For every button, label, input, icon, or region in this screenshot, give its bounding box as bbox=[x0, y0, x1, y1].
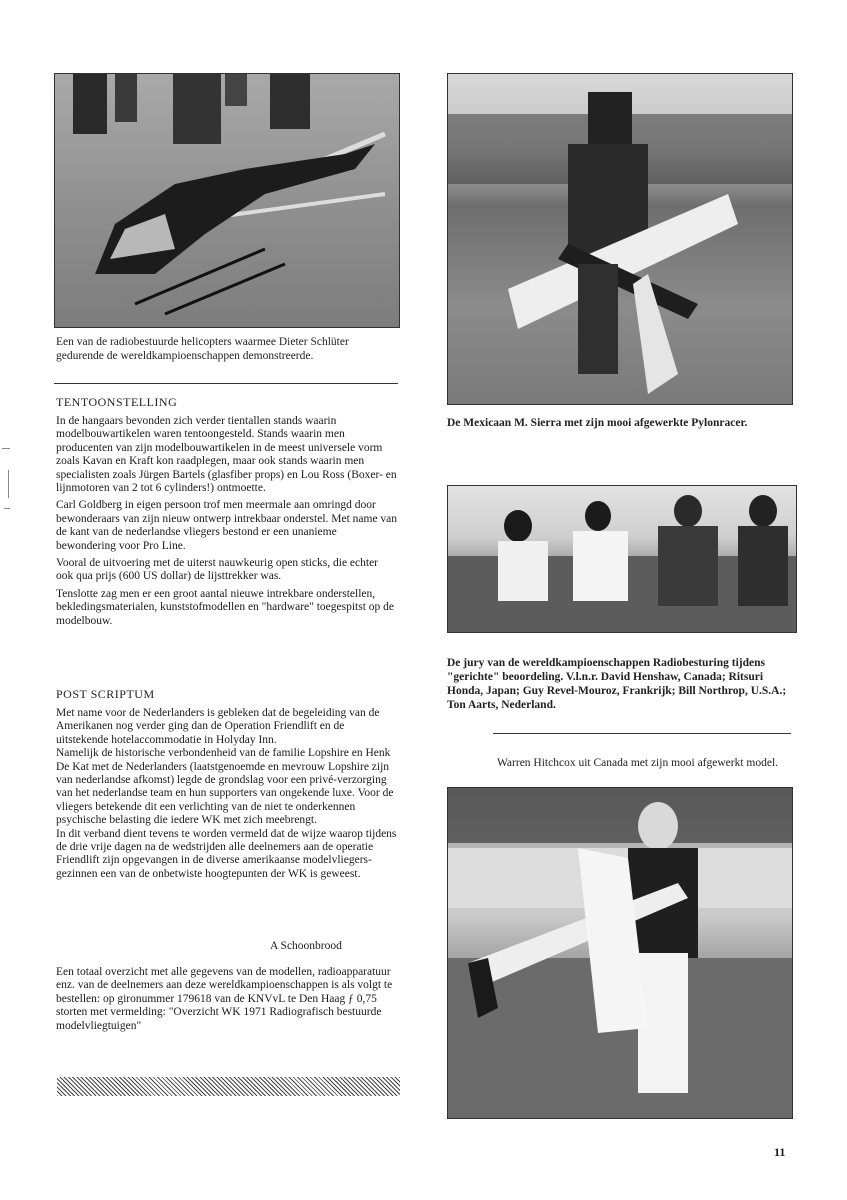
scan-mark bbox=[2, 448, 10, 449]
paragraph: Vooral de uitvoering met de uiterst nauwkeurig open sticks, die echter ook qua prijs (600 US dollar) de lijsttrekker was. bbox=[56, 557, 379, 583]
scan-mark bbox=[8, 470, 9, 498]
scan-mark bbox=[4, 508, 10, 509]
jury-photo bbox=[447, 485, 797, 633]
helicopter-photo bbox=[54, 73, 400, 328]
signature: A Schoonbrood bbox=[270, 940, 342, 952]
paragraph: Namelijk de historische verbondenheid van de familie Lopshire en Henk De Kat met de Nederlanders (laatstgenoemde en mevrouw Lopshire zijn van nederlandse afkomst) legde de grondslag voor een privé-verzorging van het nederlandse team en hun supporters van ongekende luxe. Voor de vliegers betekende dit een verlichting van de niet te onderkennen psychische belasting die iedere WK met zich meebrengt. bbox=[56, 747, 394, 827]
jury-caption: De jury van de wereldkampioenschappen Radiobesturing tijdens "gerichte" beoordeling. V.l.n.r. David Henshaw, Canada; Ritsuri Honda, Japan; Guy Revel-Mouroz, Frankrijk; Bill Northrop, U.S.A.; Ton Aarts, Nederland. bbox=[447, 657, 787, 711]
hitchcox-caption: Warren Hitchcox uit Canada met zijn mooi afgewerkt model. bbox=[497, 757, 779, 769]
divider bbox=[493, 733, 791, 734]
tentoonstelling-heading: TENTOONSTELLING bbox=[56, 395, 178, 409]
hitchcox-photo bbox=[447, 787, 793, 1119]
paragraph: In dit verband dient tevens te worden vermeld dat de wijze waarop tijdens de drie vrije dagen na de wedstrijden alle deelnemers aan de operatie Friendlift zijn opgevangen in de diverse amerikaanse modelvliegers-gezinnen een van de onbetwiste hoogtepunten der WK is geweest. bbox=[56, 827, 397, 880]
paragraph: Tenslotte zag men er een groot aantal nieuwe intrekbare onderstellen, bekledingsmaterialen, kunststofmodellen en "hardware" toegespitst op de modelbouw. bbox=[56, 587, 395, 627]
helicopter-caption: Een van de radiobestuurde helicopters waarmee Dieter Schlüter gedurende de wereldkampioenschappen demonstreerde. bbox=[56, 336, 349, 362]
paragraph: Een totaal overzicht met alle gegevens van de modellen, radioapparatuur enz. van de deelnemers aan deze wereldkampioenschappen is als volgt te bestellen: op gironummer 179618 van de KNVvL te Den Haag ƒ 0,75 storten met vermelding: "Overzicht WK 1971 Radiografisch bestuurde modelvliegtuigen" bbox=[56, 966, 393, 1032]
decorative-hatch-bar bbox=[57, 1077, 400, 1096]
post-scriptum-heading: POST SCRIPTUM bbox=[56, 687, 155, 701]
paragraph: Met name voor de Nederlanders is gebleken dat de begeleiding van de Amerikanen nog verder ging dan de Operation Friendlift en de uitstekende hotelaccommodatie in Holyday Inn. bbox=[56, 707, 380, 746]
post-scriptum-text bbox=[56, 707, 398, 881]
divider bbox=[54, 383, 398, 384]
sierra-caption: De Mexicaan M. Sierra met zijn mooi afgewerkte Pylonracer. bbox=[447, 417, 748, 429]
paragraph: In de hangaars bevonden zich verder tientallen stands waarin modelbouwartikelen waren tentoongesteld. Stands waarin men producenten van zijn modelbouwartikelen in de meest universele vorm zoals Kavan en Kraft kon raadplegen, maar ook stands waarin men specialisten zoals Jürgen Bartels (glasfiber props) en Lou Ross (Boxer- en lijnmotoren van 2 tot 6 cylinders!) ontmoette. bbox=[56, 415, 397, 495]
paragraph: Carl Goldberg in eigen persoon trof men meermale aan omringd door bewonderaars van zijn nieuw ontwerp intrekbaar onderstel. Met name van de kant van de nederlandse vliegers bestond er een unanieme bewondering voor Pro Line. bbox=[56, 499, 398, 552]
page-number: 11 bbox=[774, 1145, 786, 1159]
overzicht-text bbox=[56, 966, 398, 1037]
tentoonstelling-text bbox=[56, 415, 398, 632]
sierra-photo bbox=[447, 73, 793, 405]
